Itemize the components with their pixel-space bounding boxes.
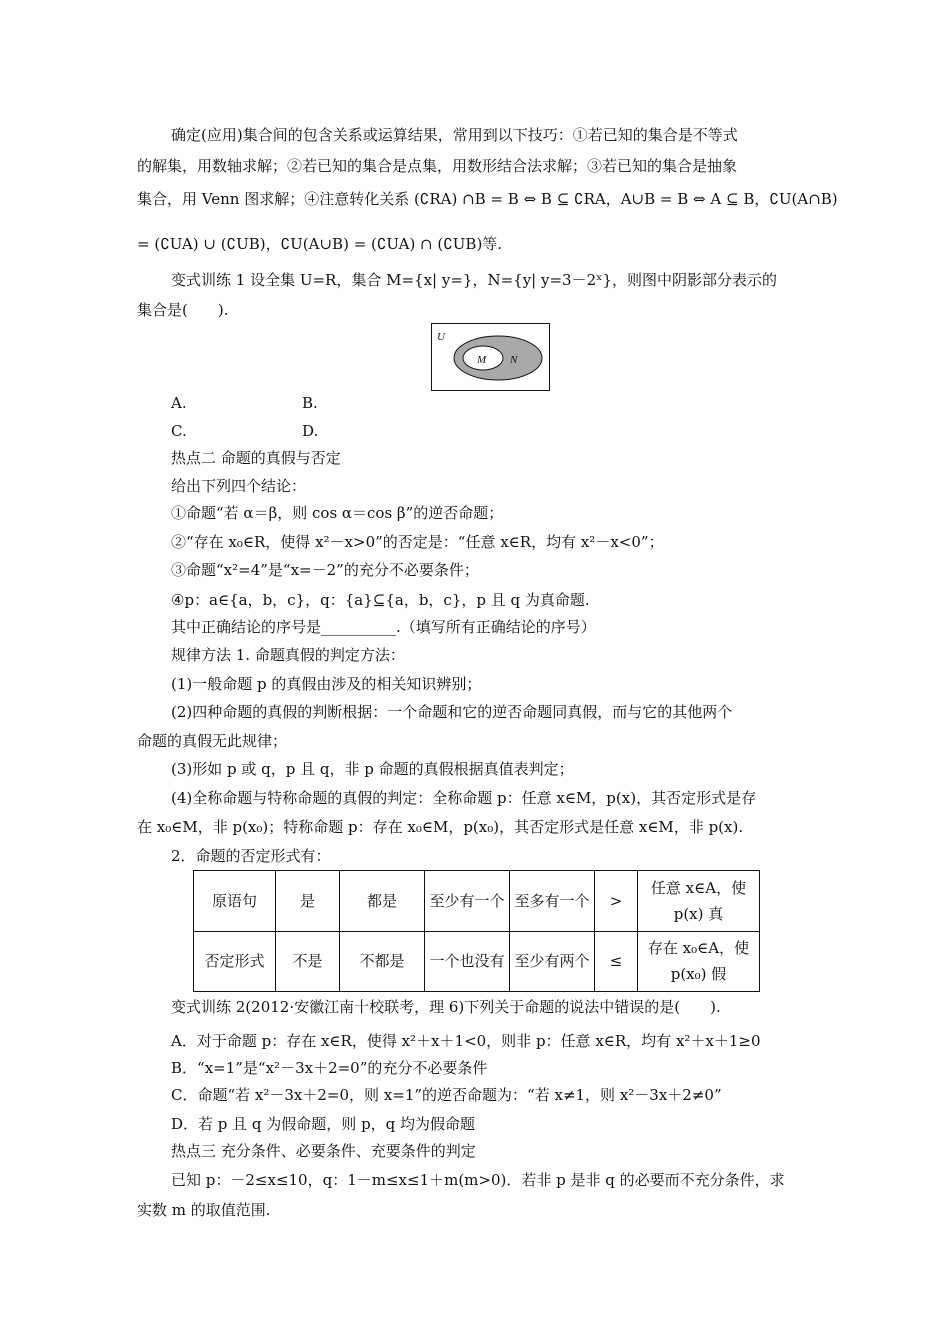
table-cell: > — [595, 871, 638, 932]
table-cell: 不是 — [276, 931, 340, 992]
method-line: (4)全称命题与特称命题的真假的判定：全称命题 p：任意 x∈M，p(x)，其否定形式是存 — [171, 789, 757, 807]
table-cell: 任意 x∈A，使 p(x) 真 — [638, 871, 760, 932]
para-line: 给出下列四个结论： — [171, 477, 307, 495]
set-n-label: N — [510, 354, 518, 366]
table-cell: 原语句 — [194, 871, 276, 932]
table-cell: 一个也没有 — [425, 931, 510, 992]
table-cell: 不都是 — [340, 931, 425, 992]
exercise-1-line: 集合是( ). — [137, 301, 229, 319]
method-line: 2．命题的否定形式有： — [171, 847, 331, 865]
option-d: D. — [302, 422, 319, 440]
section-heading: 热点二 命题的真假与否定 — [171, 449, 341, 467]
conclusion-3: ③命题“x²=4”是“x=－2”的充分不必要条件； — [171, 561, 479, 579]
exercise-2-option-d: D．若 p 且 q 为假命题，则 p，q 均为假命题 — [171, 1115, 476, 1133]
para-line: 已知 p：－2≤x≤10，q：1－m≤x≤1＋m(m>0)．若非 p 是非 q 的必要而不充分条件，求 — [171, 1171, 785, 1189]
option-a: A. — [171, 394, 187, 412]
exercise-1-line: 变式训练 1 设全集 U=R，集合 M={x| y=}，N={y| y=3－2ˣ}，则图中阴影部分表示的 — [171, 271, 778, 289]
option-b: B. — [302, 394, 318, 412]
method-line: 在 x₀∈M，非 p(x₀)；特称命题 p：存在 x₀∈M，p(x₀)，其否定形式是任意 x∈M，非 p(x). — [137, 818, 744, 836]
exercise-2-option-a: A．对于命题 p：存在 x∈R，使得 x²＋x＋1<0，则非 p：任意 x∈R，均有 x²＋x＋1≥0 — [171, 1032, 761, 1050]
exercise-2-option-b: B．“x=1”是“x²－3x＋2=0”的充分不必要条件 — [171, 1059, 488, 1077]
para-line: 的解集，用数轴求解；②若已知的集合是点集，用数形结合法求解；③若已知的集合是抽象 — [137, 157, 738, 175]
venn-diagram — [431, 323, 550, 391]
method-line: (3)形如 p 或 q，p 且 q，非 p 命题的真假根据真值表判定； — [171, 760, 574, 778]
para-line: 确定(应用)集合间的包含关系或运算结果，常用到以下技巧：①若已知的集合是不等式 — [171, 126, 738, 144]
conclusion-2: ②“存在 x₀∈R，使得 x²－x>0”的否定是：“任意 x∈R，均有 x²－x<0”； — [171, 533, 664, 551]
table-cell: 否定形式 — [194, 931, 276, 992]
table-cell: 至少有一个 — [425, 871, 510, 932]
para-line: = (∁UA) ∪ (∁UB)，∁U(A∪B) = (∁UA) ∩ (∁UB)等. — [137, 235, 503, 253]
table-cell: 是 — [276, 871, 340, 932]
table-row — [194, 931, 760, 992]
para-line: 实数 m 的取值范围. — [137, 1201, 271, 1219]
para-line: 集合，用 Venn 图求解；④注意转化关系 (∁RA) ∩B = B ⇔ B ⊆ ∁RA，A∪B = B ⇔ A ⊆ B，∁U(A∩B) — [137, 190, 838, 208]
conclusion-1: ①命题“若 α＝β，则 cos α＝cos β”的逆否命题； — [171, 504, 504, 522]
table-cell: ≤ — [595, 931, 638, 992]
table-cell: 至多有一个 — [510, 871, 595, 932]
table-cell: 都是 — [340, 871, 425, 932]
negation-table — [193, 870, 760, 992]
table-cell: 存在 x₀∈A，使 p(x₀) 假 — [638, 931, 760, 992]
table-row — [194, 871, 760, 932]
method-heading: 规律方法 1. 命题真假的判定方法： — [171, 646, 405, 664]
exercise-2-option-c: C．命题“若 x²－3x＋2=0，则 x=1”的逆否命题为：“若 x≠1，则 x²－3x＋2≠0” — [171, 1086, 722, 1104]
set-m-label: M — [477, 354, 487, 366]
method-line: (2)四种命题的真假的判断根据：一个命题和它的逆否命题同真假，而与它的其他两个 — [171, 703, 733, 721]
section-heading: 热点三 充分条件、必要条件、充要条件的判定 — [171, 1142, 476, 1160]
conclusion-4: ④p：a∈{a，b，c}，q：{a}⊆{a，b，c}，p 且 q 为真命题. — [171, 591, 590, 609]
exercise-2-line: 变式训练 2(2012·安徽江南十校联考，理 6)下列关于命题的说法中错误的是( ). — [171, 998, 721, 1016]
para-line: 其中正确结论的序号是__________.（填写所有正确结论的序号） — [171, 618, 596, 636]
method-line: 命题的真假无此规律； — [137, 732, 288, 750]
set-u-label: U — [437, 331, 445, 343]
table-cell: 至少有两个 — [510, 931, 595, 992]
method-line: (1)一般命题 p 的真假由涉及的相关知识辨别； — [171, 675, 482, 693]
option-c: C. — [171, 422, 187, 440]
